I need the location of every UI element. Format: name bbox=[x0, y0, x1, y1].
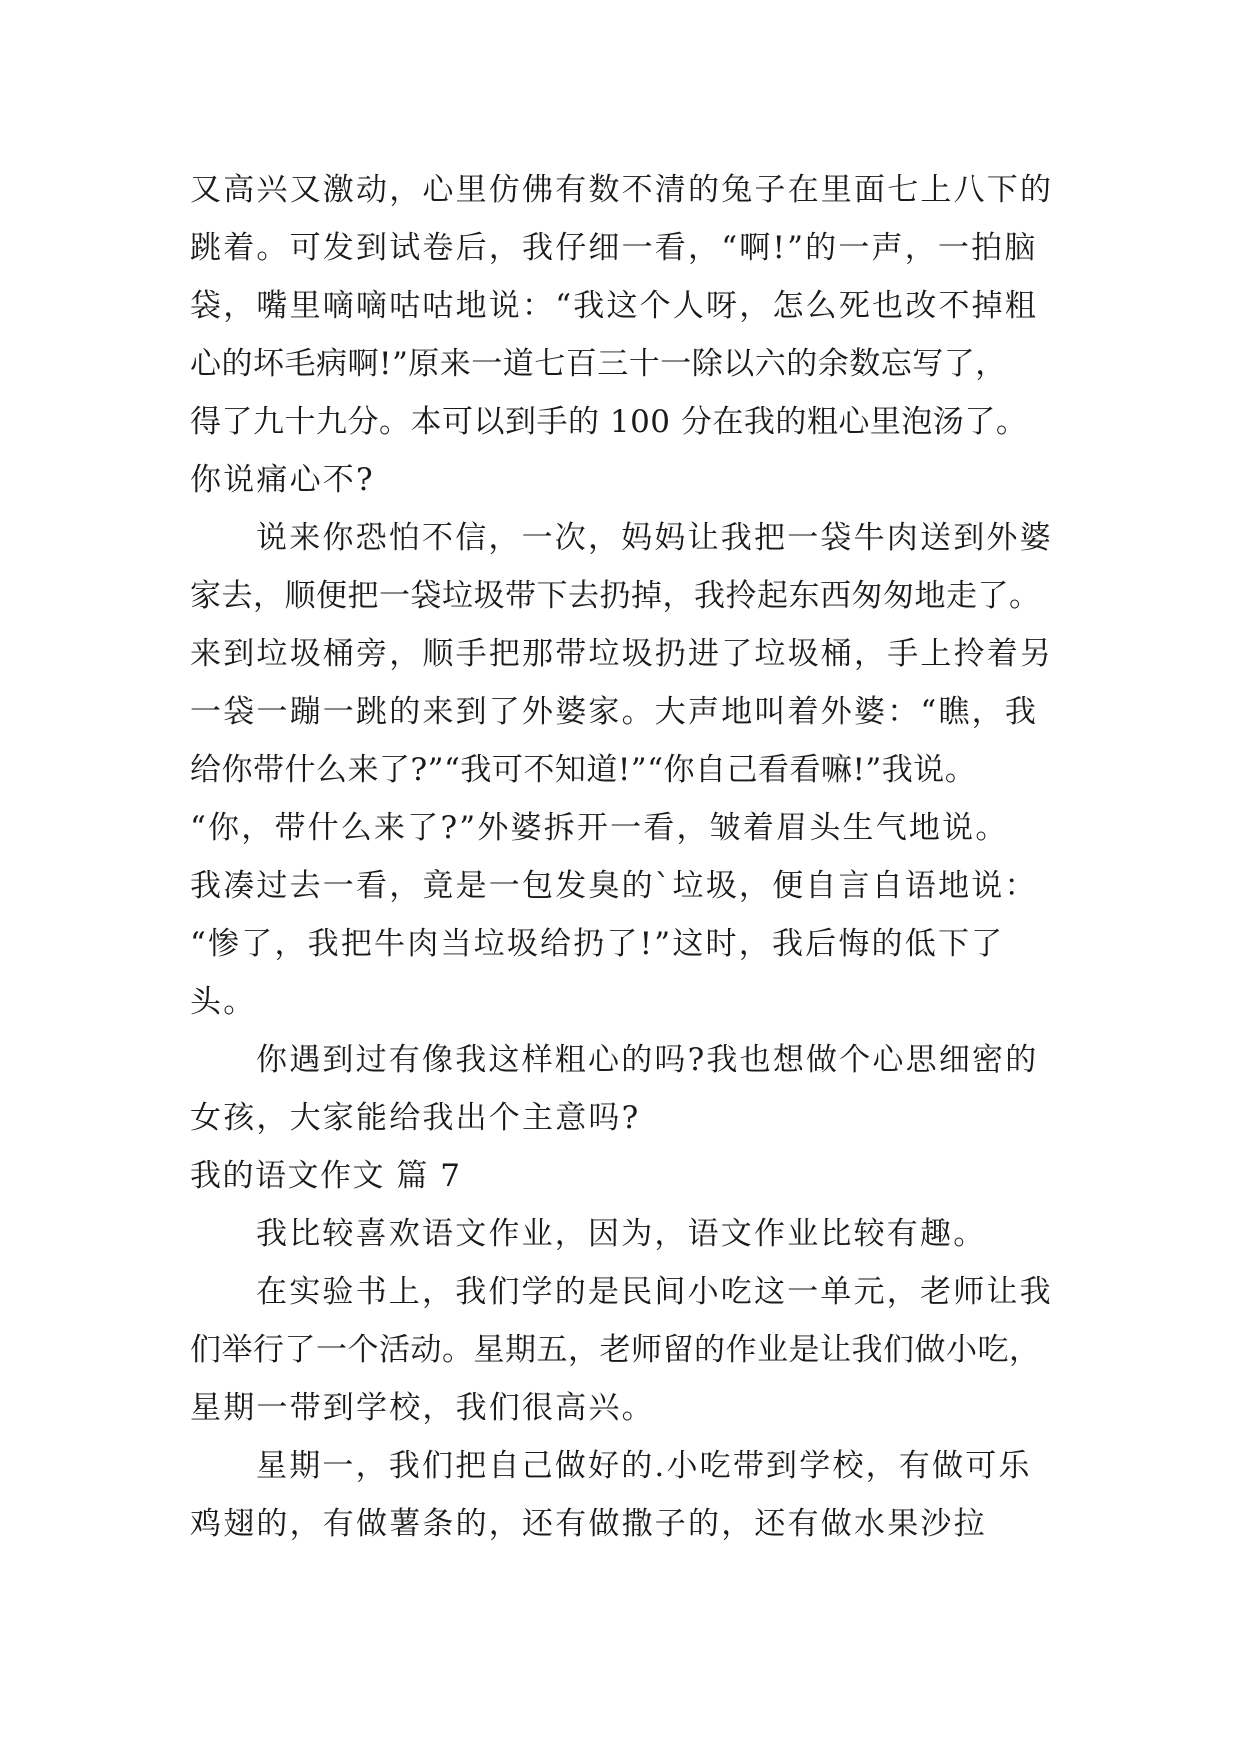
paragraph-start: 我比较喜欢语文作业，因为，语文作业比较有趣。 bbox=[256, 1216, 987, 1252]
text-line: 们举行了一个活动。星期五，老师留的作业是让我们做小吃， bbox=[190, 1332, 1041, 1368]
text-line: 你说痛心不? bbox=[190, 462, 375, 498]
text-line: 头。 bbox=[190, 984, 257, 1020]
text-line: 女孩，大家能给我出个主意吗? bbox=[190, 1100, 641, 1136]
paragraph-start: 你遇到过有像我这样粗心的吗?我也想做个心思细密的 bbox=[256, 1042, 1039, 1078]
text-line: 给你带什么来了?”“我可不知道!”“你自己看看嘛!”我说。 bbox=[190, 752, 977, 788]
text-line: 得了九十九分。本可以到手的 100 分在我的粗心里泡汤了。 bbox=[190, 404, 1028, 440]
text-line: 我凑过去一看，竟是一包发臭的`垃圾，便自言自语地说： bbox=[190, 868, 1038, 904]
text-line: 一袋一蹦一跳的来到了外婆家。大声地叫着外婆：“瞧，我 bbox=[190, 694, 1039, 730]
paragraph-start: 说来你恐怕不信，一次，妈妈让我把一袋牛肉送到外婆 bbox=[256, 520, 1053, 556]
text-line: 跳着。可发到试卷后，我仔细一看，“啊!”的一声，一拍脑 bbox=[190, 230, 1038, 266]
text-line: 来到垃圾桶旁，顺手把那带垃圾扔进了垃圾桶，手上拎着另 bbox=[190, 636, 1054, 672]
text-line: “惨了，我把牛肉当垃圾给扔了!”这时，我后悔的低下了 bbox=[190, 926, 1005, 962]
text-line: 星期一带到学校，我们很高兴。 bbox=[190, 1390, 655, 1426]
section-heading: 我的语文作文 篇 7 bbox=[190, 1158, 462, 1194]
text-line: 家去，顺便把一袋垃圾带下去扔掉，我拎起东西匆匆地走了。 bbox=[190, 578, 1041, 614]
text-line: 袋，嘴里嘀嘀咕咕地说：“我这个人呀，怎么死也改不掉粗 bbox=[190, 288, 1039, 324]
paragraph-start: 星期一，我们把自己做好的.小吃带到学校，有做可乐 bbox=[256, 1448, 1032, 1484]
text-line: 心的坏毛病啊!”原来一道七百三十一除以六的余数忘写了， bbox=[190, 346, 1007, 382]
paragraph-start: 在实验书上，我们学的是民间小吃这一单元，老师让我 bbox=[256, 1274, 1053, 1310]
text-line: 鸡翅的，有做薯条的，还有做撒子的，还有做水果沙拉 bbox=[190, 1506, 987, 1542]
text-line: “你，带什么来了?”外婆拆开一看，皱着眉头生气地说。 bbox=[190, 810, 1009, 846]
text-line: 又高兴又激动，心里仿佛有数不清的兔子在里面七上八下的 bbox=[190, 172, 1054, 208]
